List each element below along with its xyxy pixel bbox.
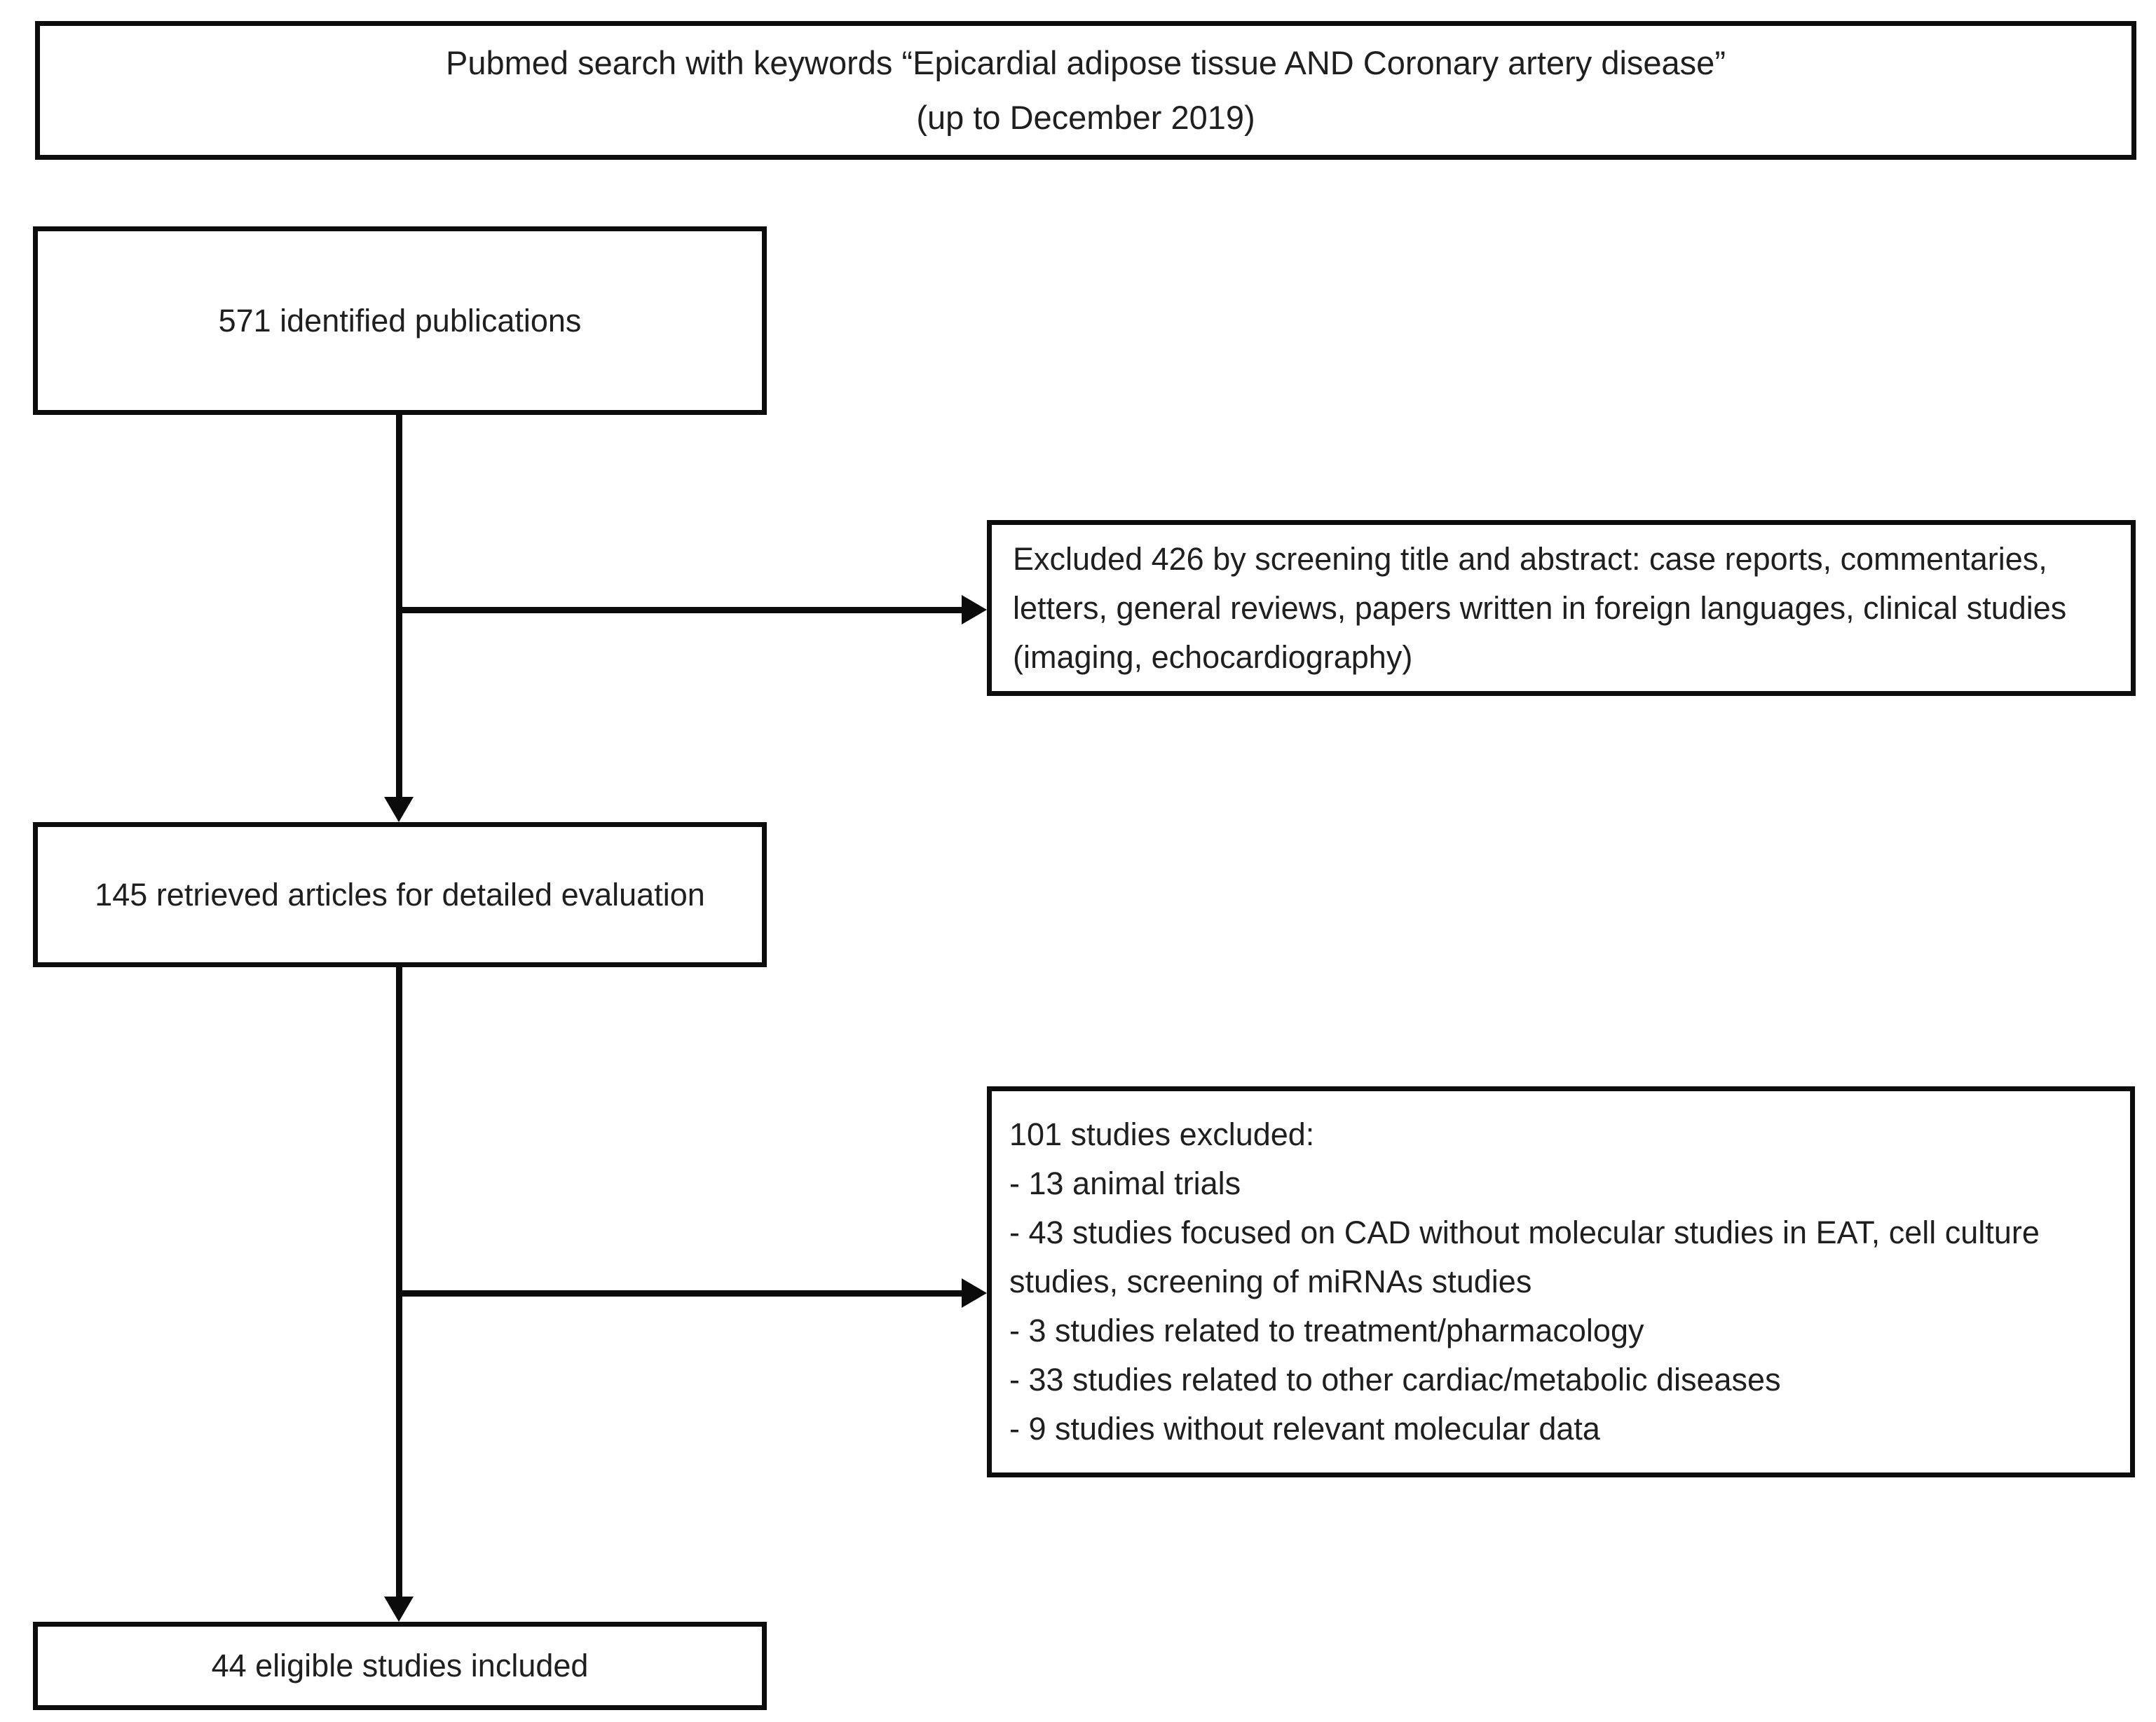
retrieved-articles-box (33, 822, 767, 967)
search-query-line-1: Pubmed search with keywords “Epicardial adipose tissue AND Coronary artery disease” (446, 44, 1726, 81)
connector-branch-to-detail-exclusions (399, 1290, 962, 1297)
identified-publications-box (33, 226, 767, 415)
detail-exclusions-header: 101 studies excluded: (1009, 1116, 1315, 1152)
retrieved-articles-label: 145 retrieved articles for detailed evaluation (95, 876, 705, 913)
screening-exclusions-box (987, 520, 2136, 696)
screening-exclusions-text: Excluded 426 by screening title and abstract: case reports, commentaries, letters, general reviews, papers written in foreign languages, clinical studies (imaging, echocardiography) (1013, 540, 2067, 675)
search-query-box (35, 21, 2136, 160)
eligible-studies-label: 44 eligible studies included (211, 1648, 589, 1683)
connector-retrieved-to-included (396, 967, 402, 1599)
arrowhead-down-icon (384, 797, 414, 822)
arrowhead-down-icon (384, 1597, 414, 1622)
detail-exclusion-item: - 9 studies without relevant molecular data (1009, 1411, 1600, 1447)
detail-exclusion-item: - 43 studies focused on CAD without molecular studies in EAT, cell culture studies, screening of miRNAs studies (1009, 1215, 2040, 1299)
detail-exclusion-item: - 3 studies related to treatment/pharmacology (1009, 1313, 1644, 1348)
search-query-line-2: (up to December 2019) (916, 99, 1255, 136)
arrowhead-right-icon (962, 595, 987, 624)
arrowhead-right-icon (962, 1278, 987, 1308)
connector-branch-to-screening-exclusions (399, 607, 962, 613)
detail-exclusion-item: - 33 studies related to other cardiac/metabolic diseases (1009, 1362, 1781, 1398)
detail-exclusion-item: - 13 animal trials (1009, 1166, 1241, 1201)
detail-exclusions-box (987, 1086, 2135, 1477)
identified-publications-label: 571 identified publications (218, 302, 582, 339)
eligible-studies-box (33, 1622, 767, 1710)
